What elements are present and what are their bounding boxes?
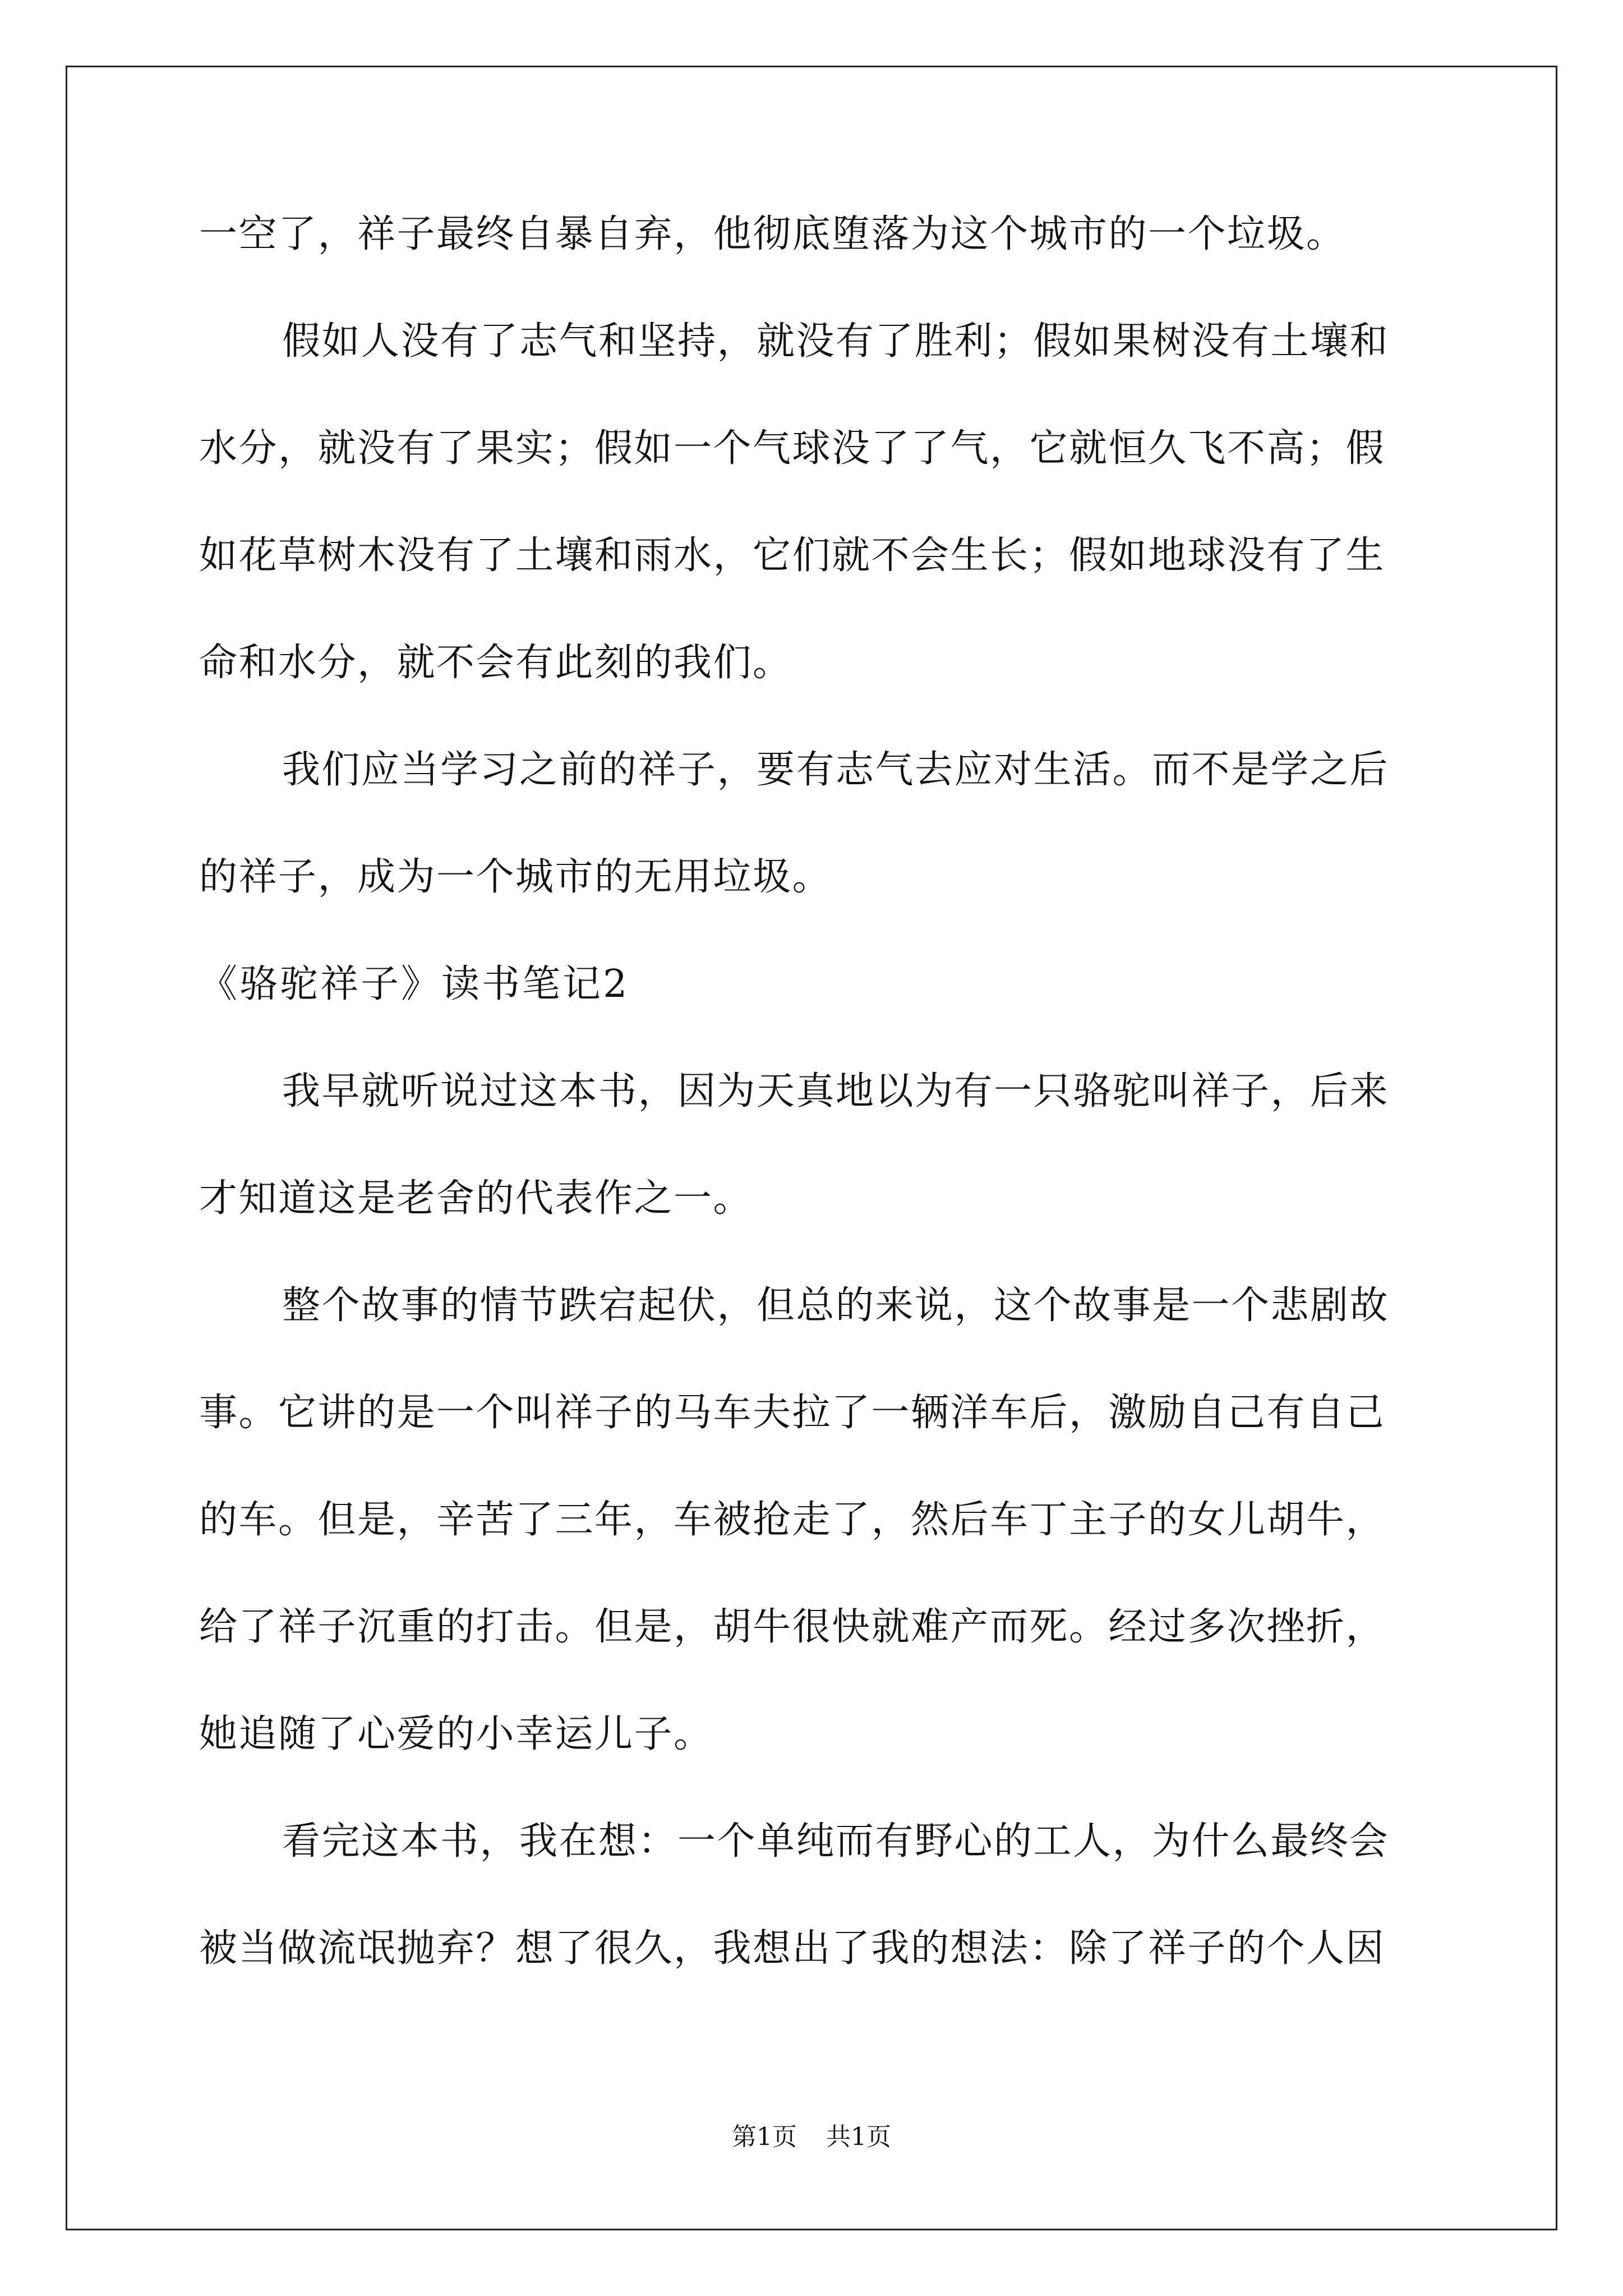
text-line: 的祥子，成为一个城市的无用垃圾。 [199,855,832,899]
text-line: 的车。但是，辛苦了三年，车被抢走了，然后车丁主子的女儿胡牛， [199,1498,1386,1542]
document-body [199,208,1433,2029]
page-footer [0,2120,1623,2154]
text-line: 水分，就没有了果实；假如一个气球没了了气，它就恒久飞不高；假 [199,426,1386,471]
text-line: 假如人没有了志气和坚持，就没有了胜利；假如果树没有土壤和 [282,319,1390,364]
text-line: 命和水分，就不会有此刻的我们。 [199,641,792,685]
text-line: 给了祥子沉重的打击。但是，胡牛很快就难产而死。经过多次挫折， [199,1605,1386,1649]
text-line: 我们应当学习之前的祥子，要有志气去应对生活。而不是学之后 [282,748,1390,792]
text-line: 事。它讲的是一个叫祥子的马车夫拉了一辆洋车后，激励自己有自己 [199,1391,1386,1435]
text-line: 才知道这是老舍的代表作之一。 [199,1176,753,1221]
text-line: 看完这本书，我在想：一个单纯而有野心的工人，为什么最终会 [282,1819,1390,1864]
page-number: 第1页 [732,2123,797,2151]
section-heading: 《骆驼祥子》读书笔记2 [199,962,630,1006]
text-line: 一空了，祥子最终自暴自弃，他彻底堕落为这个城市的一个垃圾。 [199,212,1346,256]
text-line: 整个故事的情节跌宕起伏，但总的来说，这个故事是一个悲剧故 [282,1283,1390,1328]
page-total: 共1页 [826,2123,891,2151]
text-line: 如花草树木没有了土壤和雨水，它们就不会生长；假如地球没有了生 [199,533,1386,578]
text-line: 她追随了心爱的小幸运儿子。 [199,1712,713,1756]
text-line: 被当做流氓抛弃？想了很久，我想出了我的想法：除了祥子的个人因 [199,1926,1386,1971]
text-line: 我早就听说过这本书，因为天真地以为有一只骆驼叫祥子，后来 [282,1069,1390,1114]
